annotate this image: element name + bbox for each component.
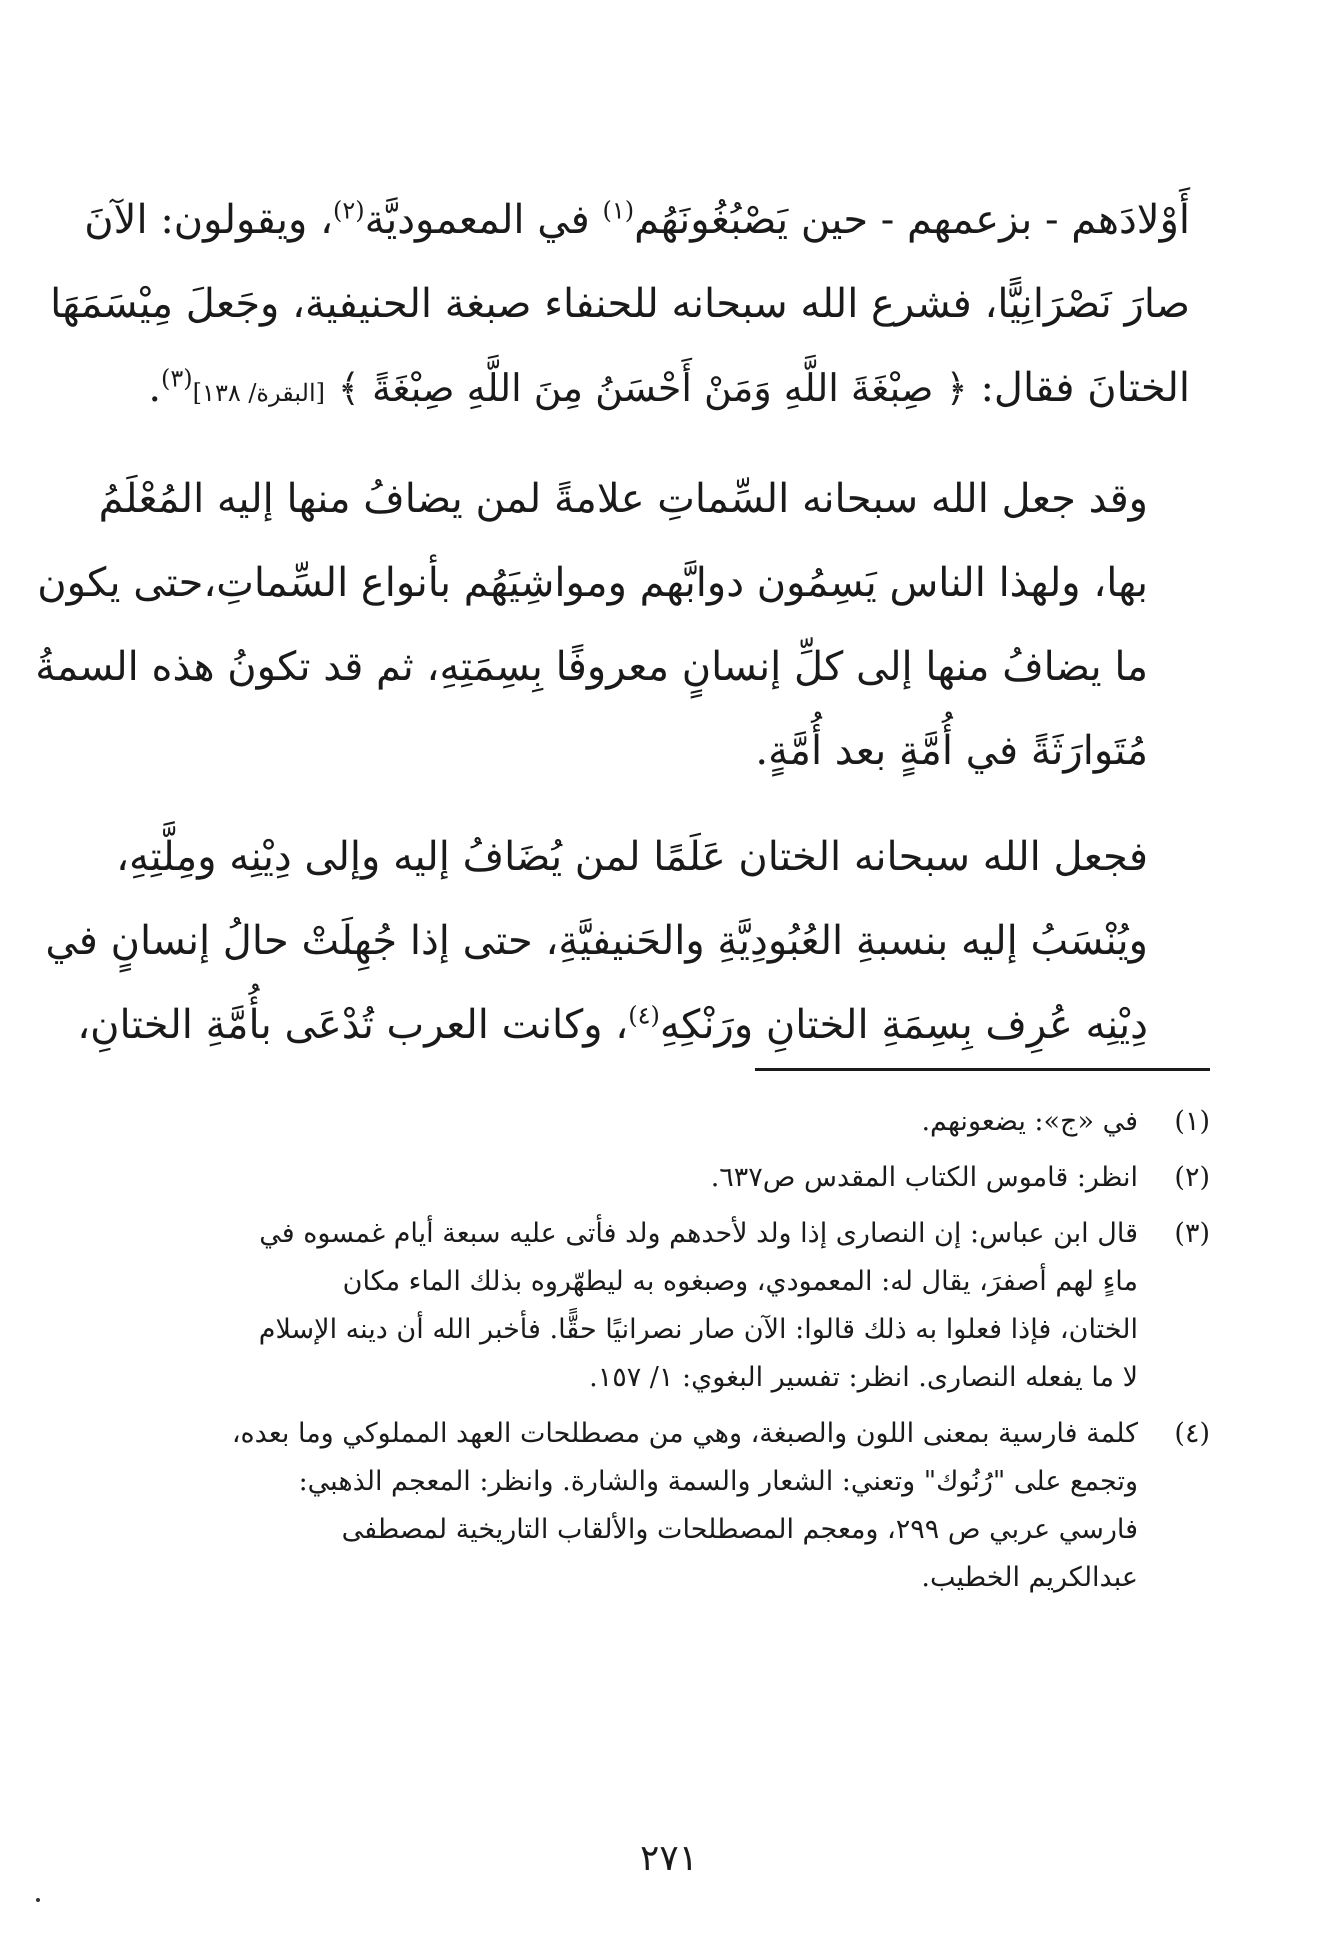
- footnote-line: وتجمع على "رُنُوك" وتعني: الشعار والسمة والشارة. وانظر: المعجم الذهبي:: [298, 1466, 1138, 1497]
- text-segment: دِيْنِه عُرِف بِسِمَةِ الختانِ ورَنْكِهِ: [659, 1002, 1148, 1048]
- text-segment: أَوْلادَهم - بزعمهم - حين يَصْبُغُونَهُم: [634, 197, 1190, 243]
- footnote-line: عبدالكريم الخطيب.: [921, 1562, 1138, 1593]
- text-line: بها، ولهذا الناس يَسِمُون دوابَّهم ومواشِيَهُم بأنواع السِّماتِ،حتى يكون: [37, 560, 1148, 606]
- paragraph-2: [35, 457, 1190, 793]
- text-line: مُتَوارَثَةً في أُمَّةٍ بعد أُمَّةٍ.: [755, 728, 1148, 774]
- footnote-line: قال ابن عباس: إن النصارى إذا ولد لأحدهم ولد فأتى عليه سبعة أيام غمسوه في: [259, 1218, 1138, 1249]
- footnote-1: [160, 1098, 1210, 1146]
- text-line: [77, 983, 1190, 1067]
- footnote-line: انظر: قاموس الكتاب المقدس ص٦٣٧.: [710, 1162, 1138, 1193]
- main-text: [35, 178, 1190, 1067]
- text-segment: الختانَ فقال:: [980, 365, 1190, 411]
- page-number: ٢٧١: [639, 1838, 698, 1879]
- text-line: [84, 178, 1190, 262]
- footnote-ref-4[interactable]: (٤): [628, 1001, 660, 1030]
- text-segment: ، وكانت العرب تُدْعَى بأُمَّةِ الختانِ،: [77, 1002, 629, 1048]
- footnote-3: [160, 1210, 1210, 1402]
- text-segment: .: [148, 365, 162, 411]
- footnote-line: ماءٍ لهم أصفرَ، يقال له: المعمودي، وصبغوه به ليطهّروه بذلك الماء مكان: [342, 1266, 1138, 1297]
- footnote-line: في «ج»: يضعونهم.: [921, 1106, 1138, 1137]
- text-line: ويُنْسَبُ إليه بنسبةِ العُبُودِيَّةِ والحَنيفيَّةِ، حتى إذا جُهِلَتْ حالُ إنسانٍ في: [45, 918, 1148, 964]
- footnote-4: [160, 1410, 1210, 1602]
- text-line: صارَ نَصْرَانِيًّا، فشرع الله سبحانه للحنفاء صبغة الحنيفية، وجَعلَ مِيْسَمَهَا: [50, 281, 1190, 327]
- text-segment: ، ويقولون: الآنَ: [84, 197, 333, 243]
- text-line: فجعل الله سبحانه الختان عَلَمًا لمن يُضَافُ إليه وإلى دِيْنِه ومِلَّتِهِ،: [116, 834, 1148, 880]
- footnote-2: [160, 1154, 1210, 1202]
- quran-verse: ﴿ صِبْغَةَ اللَّهِ وَمَنْ أَحْسَنُ مِنَ اللَّهِ صِبْغَةً ﴾: [337, 366, 968, 410]
- footnote-ref-2[interactable]: (٢): [333, 196, 365, 225]
- footnote-number: (٢): [1174, 1162, 1210, 1193]
- footnote-separator: [755, 1068, 1210, 1071]
- footnote-ref-1[interactable]: (١): [602, 196, 635, 225]
- footnote-line: الختان، فإذا فعلوا به ذلك قالوا: الآن صار نصرانيًا حقًّا. فأخبر الله أن دينه الإسلام: [258, 1314, 1138, 1345]
- paragraph-3: [45, 815, 1190, 1067]
- footnote-line: فارسي عربي ص ٢٩٩، ومعجم المصطلحات والألقاب التاريخية لمصطفى: [341, 1514, 1138, 1545]
- footnote-number: (١): [1174, 1106, 1210, 1137]
- quran-reference: [البقرة/ ١٣٨]: [192, 379, 325, 407]
- scan-speck: [36, 1898, 40, 1902]
- footnote-ref-3[interactable]: (٣): [161, 364, 193, 393]
- text-segment: في المعموديَّة: [364, 197, 603, 243]
- paragraph-1: [50, 178, 1190, 435]
- text-line: وقد جعل الله سبحانه السِّماتِ علامةً لمن يضافُ منها إليه المُعْلَمُ: [98, 476, 1148, 522]
- text-line: [148, 346, 1190, 435]
- footnote-number: (٤): [1174, 1418, 1210, 1449]
- footnotes: [160, 1098, 1210, 1610]
- footnote-number: (٣): [1174, 1218, 1210, 1249]
- footnote-line: كلمة فارسية بمعنى اللون والصبغة، وهي من مصطلحات العهد المملوكي وما بعده،: [231, 1418, 1138, 1449]
- footnote-line: لا ما يفعله النصارى. انظر: تفسير البغوي: ١/ ١٥٧.: [589, 1362, 1138, 1393]
- text-line: ما يضافُ منها إلى كلِّ إنسانٍ معروفًا بِسِمَتِهِ، ثم قد تكونُ هذه السمةُ: [35, 644, 1148, 690]
